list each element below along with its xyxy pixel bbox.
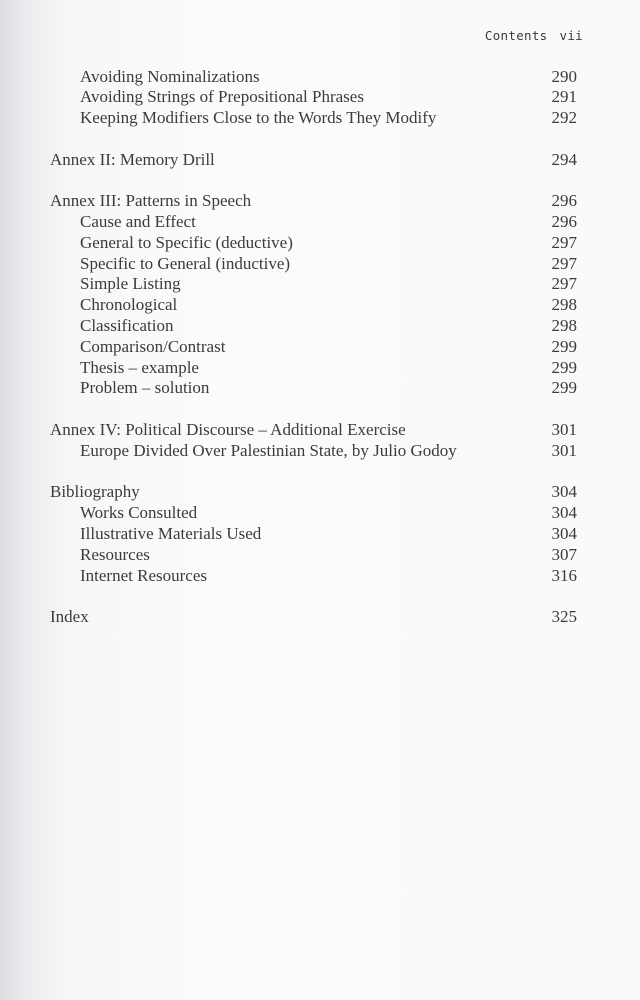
toc-subentry (50, 254, 577, 275)
toc-subentry (50, 545, 577, 566)
toc-entry-title: Europe Divided Over Palestinian State, by Julio Godoy (80, 440, 457, 460)
toc-subentry (50, 87, 577, 108)
toc-entry-page: 325 (551, 607, 577, 627)
toc-subentry (50, 441, 577, 462)
toc-entry-page: 294 (551, 149, 577, 169)
toc-entry-title: Avoiding Nominalizations (80, 66, 260, 86)
toc-entry (50, 420, 577, 441)
toc-subentry (50, 233, 577, 254)
toc-subentry (50, 295, 577, 316)
group-spacer (50, 399, 577, 420)
running-header (485, 28, 583, 43)
toc-entry-page: 307 (551, 544, 577, 564)
toc-entry-title: Internet Resources (80, 565, 207, 585)
toc-entry-page: 299 (551, 336, 577, 356)
toc-subentry (50, 378, 577, 399)
toc-entry (50, 191, 577, 212)
toc-entry-title: Annex IV: Political Discourse – Additional Exercise (50, 420, 406, 440)
toc-entry-title: Specific to General (inductive) (80, 253, 291, 273)
toc-entry-page: 304 (551, 503, 577, 523)
toc-entry-title: General to Specific (deductive) (80, 232, 293, 252)
toc-entry-page: 304 (551, 482, 577, 502)
toc-subentry (50, 337, 577, 358)
table-of-contents (50, 67, 577, 629)
toc-subentry (50, 566, 577, 587)
toc-entry-page: 298 (551, 295, 577, 315)
toc-entry-page: 296 (551, 191, 577, 211)
toc-entry-title: Simple Listing (80, 274, 181, 294)
toc-entry-page: 301 (551, 420, 577, 440)
toc-entry-title: Comparison/Contrast (80, 336, 226, 356)
group-spacer (50, 462, 577, 483)
toc-entry (50, 482, 577, 503)
toc-entry-title: Thesis – example (80, 357, 199, 377)
toc-entry-title: Bibliography (50, 482, 140, 502)
toc-subentry (50, 108, 577, 129)
toc-entry-title: Problem – solution (80, 378, 210, 398)
toc-entry-title: Annex III: Patterns in Speech (50, 191, 252, 211)
toc-entry-page: 316 (551, 565, 577, 585)
toc-entry-title: Keeping Modifiers Close to the Words They Modify (80, 108, 437, 128)
toc-entry-page: 299 (551, 357, 577, 377)
toc-subentry (50, 67, 577, 88)
group-spacer (50, 586, 577, 607)
toc-entry-page: 290 (551, 66, 577, 86)
toc-entry-page: 299 (551, 378, 577, 398)
toc-subentry (50, 274, 577, 295)
toc-subentry (50, 212, 577, 233)
toc-entry-page: 297 (551, 232, 577, 252)
toc-entry-title: Illustrative Materials Used (80, 524, 262, 544)
group-spacer (50, 170, 577, 191)
toc-entry-title: Avoiding Strings of Prepositional Phrases (80, 87, 364, 107)
toc-entry-page: 301 (551, 440, 577, 460)
toc-entry-title: Resources (80, 544, 150, 564)
toc-entry-page: 297 (551, 253, 577, 273)
toc-entry-title: Annex II: Memory Drill (50, 149, 215, 169)
toc-entry (50, 150, 577, 171)
running-header-section: Contents (484, 28, 548, 43)
toc-subentry (50, 316, 577, 337)
toc-entry-title: Index (50, 607, 89, 627)
toc-subentry (50, 524, 577, 545)
page-number: vii (559, 28, 583, 43)
toc-entry-page: 297 (551, 274, 577, 294)
toc-entry-page: 296 (551, 212, 577, 232)
toc-subentry (50, 503, 577, 524)
toc-entry (50, 607, 577, 628)
toc-entry-page: 298 (551, 316, 577, 336)
toc-entry-title: Classification (80, 316, 174, 336)
toc-entry-title: Chronological (80, 295, 178, 315)
toc-entry-page: 291 (551, 87, 577, 107)
group-spacer (50, 129, 577, 150)
toc-entry-page: 292 (551, 108, 577, 128)
toc-subentry (50, 358, 577, 379)
toc-entry-title: Cause and Effect (80, 212, 196, 232)
toc-entry-title: Works Consulted (80, 503, 198, 523)
toc-entry-page: 304 (551, 524, 577, 544)
